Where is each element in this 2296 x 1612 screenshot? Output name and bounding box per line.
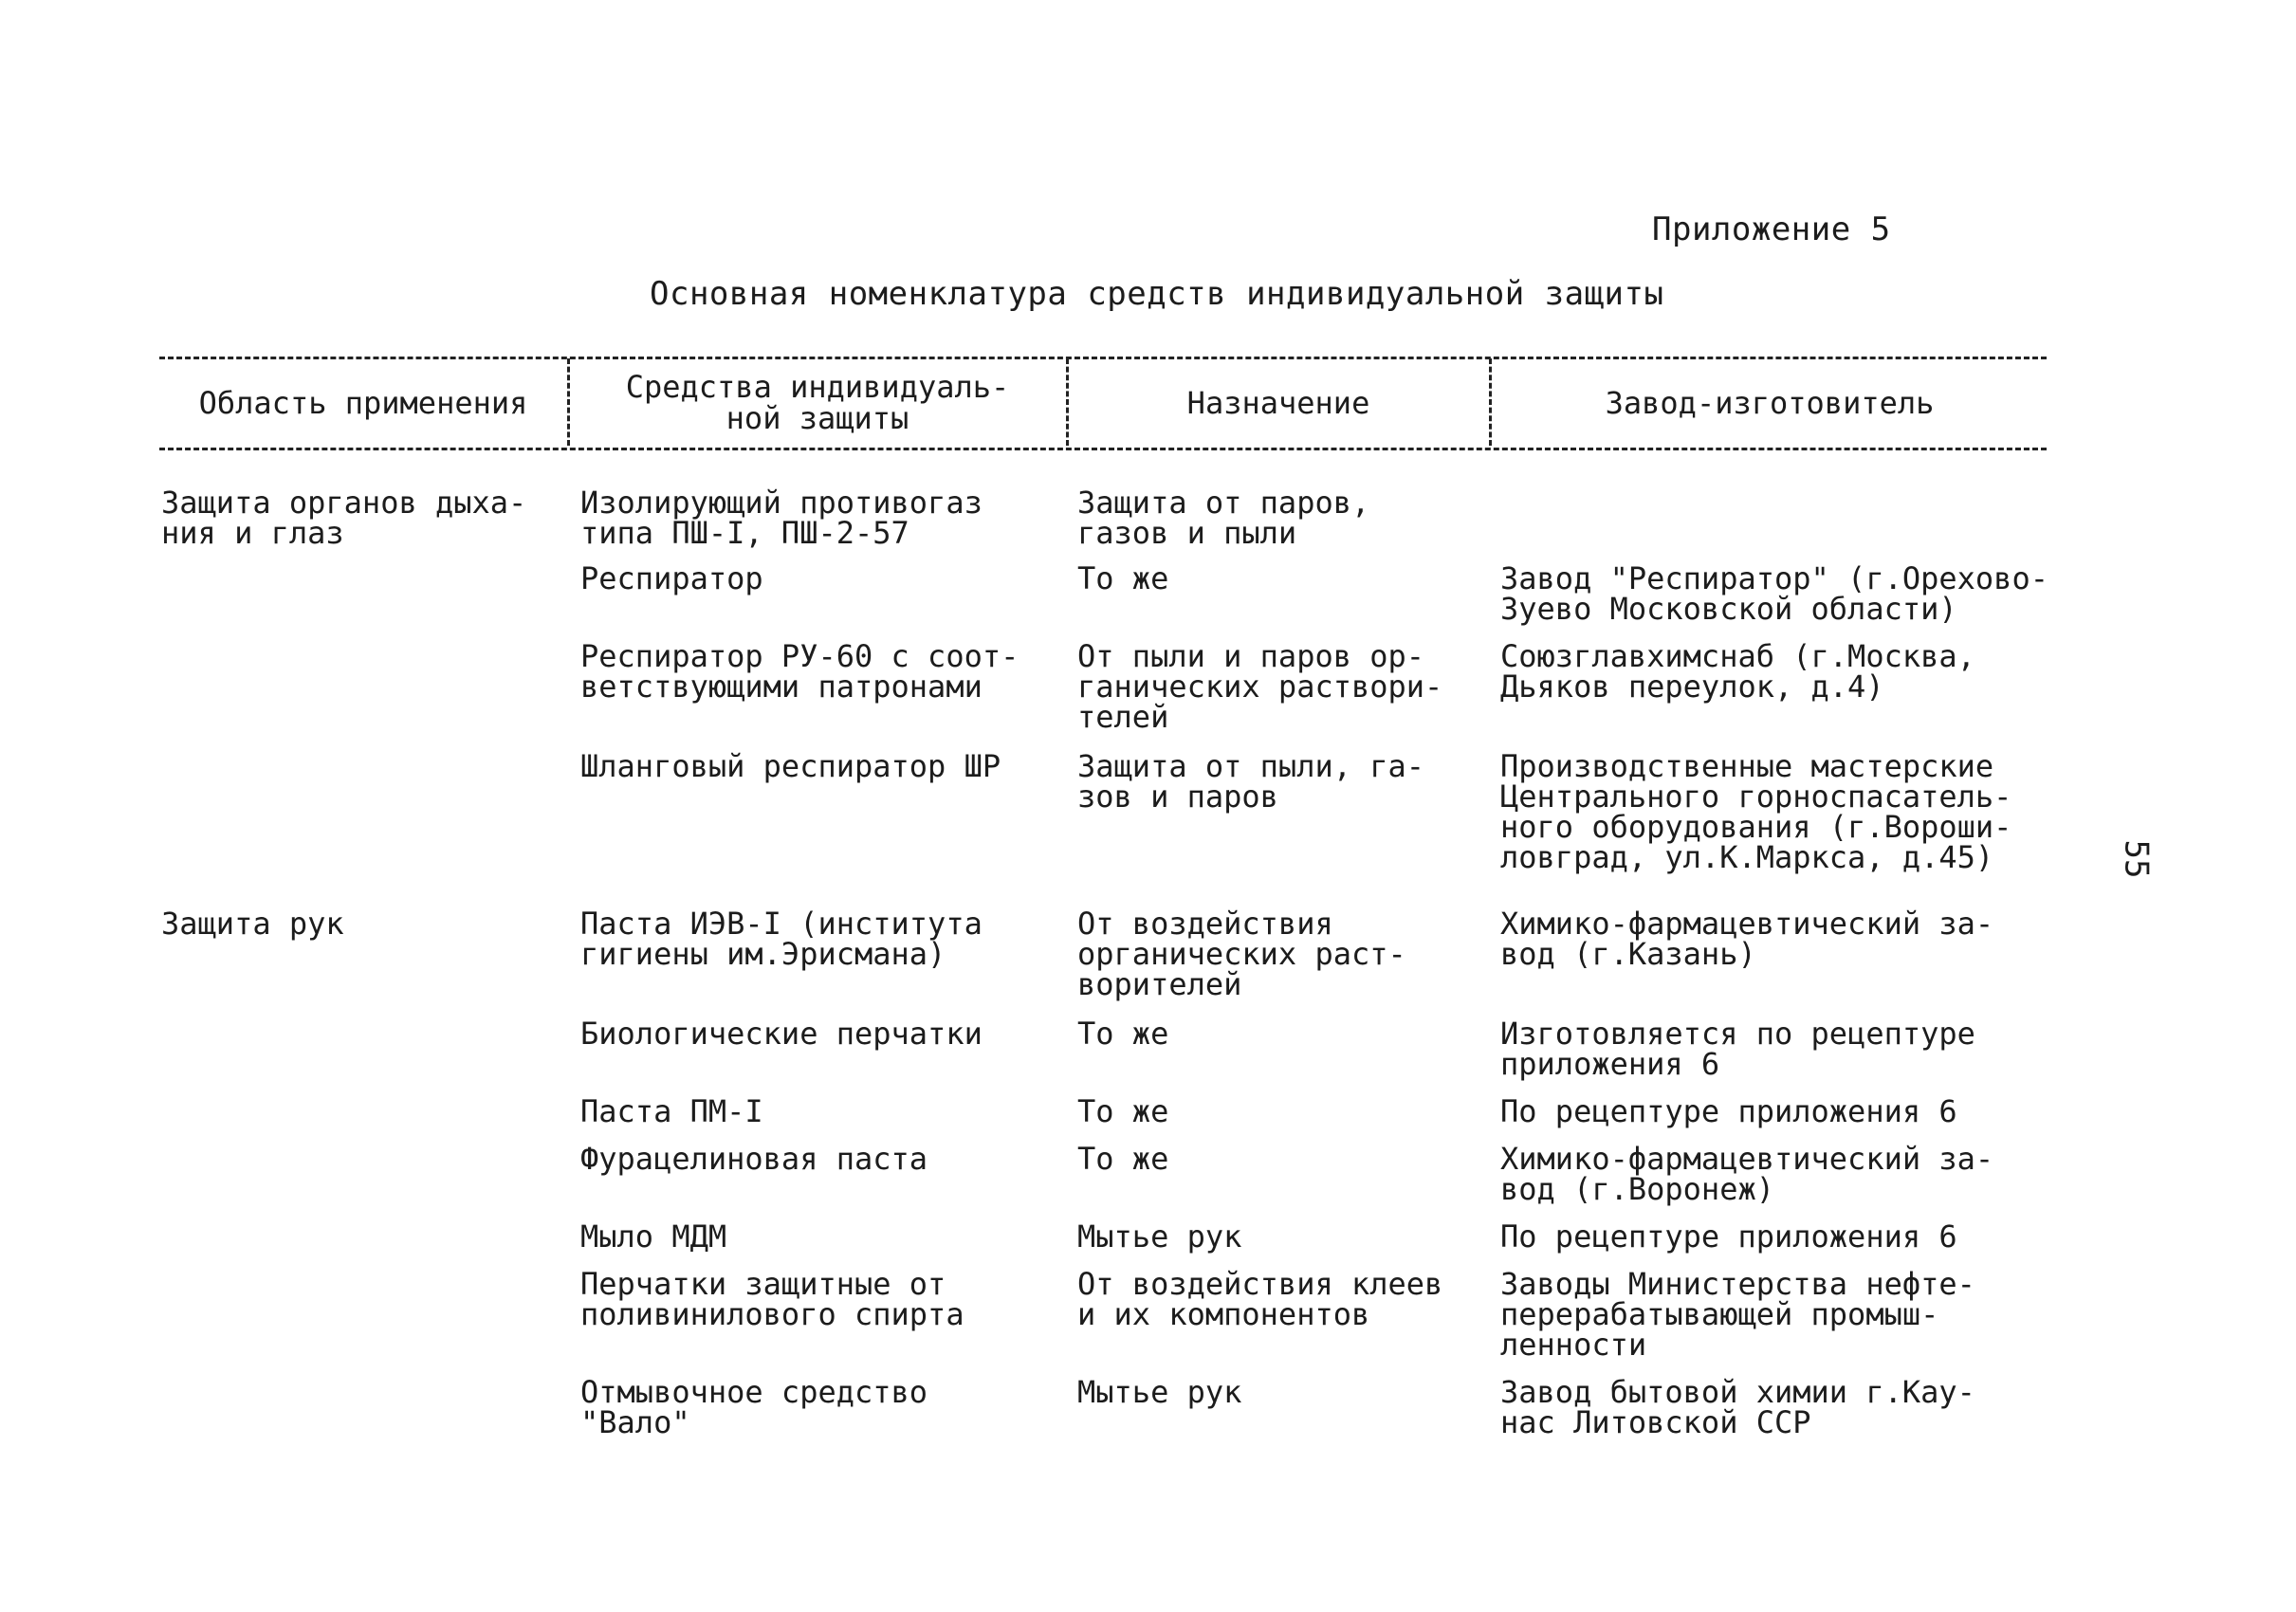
header-means: Средства индивидуаль- ной защиты <box>625 369 1010 436</box>
cell-purpose: То же <box>1077 1093 1169 1129</box>
cell-maker: Завод бытовой химии г.Кау- нас Литовской ССР <box>1500 1374 1975 1440</box>
cell-maker: Производственные мастерские Центрального горноспасатель- ного оборудования (г.Вороши- ловград, ул.К.Маркса, д.45) <box>1500 748 2012 875</box>
cell-means: Биологические перчатки <box>580 1016 983 1052</box>
cell-means: Изолирующий противогаз типа ПШ-I, ПШ-2-57 <box>580 485 983 551</box>
cell-means: Паста ИЭВ-I (института гигиены им.Эрисмана) <box>580 906 983 972</box>
header-maker: Завод-изготовитель <box>1605 384 1935 421</box>
cell-maker: По рецептуре приложения 6 <box>1500 1093 1957 1129</box>
cell-maker: Изготовляется по рецептуре приложения 6 <box>1500 1016 1975 1082</box>
cell-area: Защита органов дыха- ния и глаз <box>161 485 527 551</box>
appendix-label: Приложение 5 <box>1652 211 1891 248</box>
page-number: 55 <box>2117 839 2156 879</box>
cell-purpose: То же <box>1077 560 1169 596</box>
cell-means: Респиратор РУ-60 с соот- ветствующими патронами <box>580 638 1019 705</box>
cell-means: Шланговый респиратор ШР <box>580 748 1001 784</box>
cell-purpose: От пыли и паров ор- ганических раствори- телей <box>1077 638 1443 735</box>
cell-purpose: От воздействия органических раст- ворителей <box>1077 906 1406 1002</box>
header-purpose: Назначение <box>1186 384 1370 421</box>
cell-purpose: То же <box>1077 1016 1169 1052</box>
cell-maker: Завод "Респиратор" (г.Орехово- Зуево Московской области) <box>1500 560 2048 627</box>
cell-means: Респиратор <box>580 560 763 596</box>
cell-maker: Союзглавхимснаб (г.Москва, Дьяков переулок, д.4) <box>1500 638 1975 705</box>
cell-purpose: Защита от паров, газов и пыли <box>1077 485 1370 551</box>
cell-means: Перчатки защитные от поливинилового спирта <box>580 1266 964 1332</box>
cell-means: Фурацелиновая паста <box>580 1141 928 1177</box>
cell-means: Мыло МДМ <box>580 1218 727 1255</box>
cell-purpose: Мытье рук <box>1077 1374 1242 1410</box>
header-area: Область применения <box>198 384 528 421</box>
page-title: Основная номенклатура средств индивидуальной защиты <box>650 275 1664 313</box>
cell-maker: Химико-фармацевтический за- вод (г.Казань) <box>1500 906 1994 972</box>
cell-purpose: От воздействия клеев и их компонентов <box>1077 1266 1443 1332</box>
cell-purpose: Мытье рук <box>1077 1218 1242 1255</box>
cell-purpose: То же <box>1077 1141 1169 1177</box>
cell-means: Паста ПМ-I <box>580 1093 763 1129</box>
cell-maker: По рецептуре приложения 6 <box>1500 1218 1957 1255</box>
cell-maker: Химико-фармацевтический за- вод (г.Воронеж) <box>1500 1141 1994 1207</box>
cell-purpose: Защита от пыли, га- зов и паров <box>1077 748 1425 815</box>
cell-maker: Заводы Министерства нефте- перерабатывающей промыш- ленности <box>1500 1266 1975 1363</box>
cell-means: Отмывочное средство "Вало" <box>580 1374 928 1440</box>
cell-area: Защита рук <box>161 906 344 942</box>
